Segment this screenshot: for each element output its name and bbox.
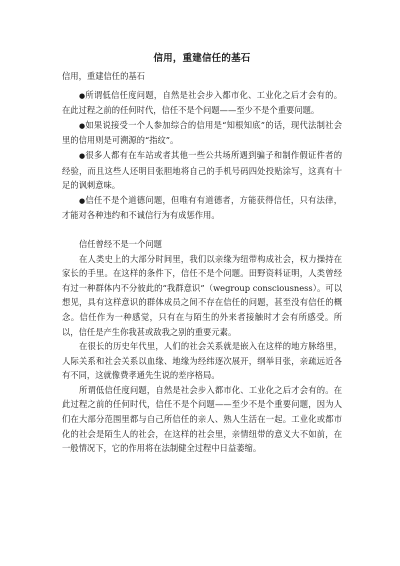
bullet-paragraph-1	[62, 88, 342, 118]
document-title: 信用，重建信任的基石	[153, 53, 251, 64]
section-heading: 信任曾经不是一个问题	[79, 238, 162, 249]
bullet-text: 所谓低信任度问题，自然是社会步入都市化、工业化之后才会有的。在此过程之前的任何时代，信任不是个问题——至少不是个重要问题。	[62, 89, 342, 116]
document-subtitle: 信用，重建信任的基石	[62, 71, 145, 81]
body-paragraph-1: 在人类史上的大部分时间里，我们以亲缘为纽带构成社会，权力操持在家长的手里。在这样的条件下，信任不是个问题。田野资料证明，人类曾经有过一种群体内不分彼此的“我群意识”（wegroup consciousness）。可以想见，具有这样意识的群体成员之间不存在信任的问题，甚至没有信任的概念。信任作为一种感觉，只有在与陌生的外来者接触时才会有所感受。所以，信任是产生你我甚或敌我之别的重要元素。	[62, 253, 342, 337]
bullet-text: 信任不是个道德问题，但唯有有道德者，方能获得信任，只有法律，才能对各种违约和不诚信行为有成惩作用。	[62, 194, 342, 221]
bullet-icon: ●	[79, 151, 86, 160]
bullet-text: 很多人都有在车站或者其他一些公共场所遇到骗子和制作假证件者的经验，而且这些人还明目张胆地将自己的手机号码四处投贴涂写，这真有十足的讽刺意味。	[62, 149, 342, 191]
body-paragraph-3: 所谓低信任度问题，自然是社会步入都市化、工业化之后才会有的。在此过程之前的任何时代，信任不是个问题——至少不是个重要问题，因为人们在大部分范围里都与自己所信任的亲人、熟人生活在一起。工业化或都市化的社会是陌生人的社会，在这样的社会里，亲情纽带的意义大不如前，在一般情况下，它的作用将在法制健全过程中日益萎缩。	[62, 384, 342, 454]
bullet-icon: ●	[79, 196, 86, 205]
bullet-icon: ●	[79, 91, 86, 100]
bullet-paragraph-3	[62, 148, 342, 193]
bullet-text: 如果说接受一个人参加综合的信用是“知根知底”的话，现代法制社会里的信用则是可溯源的“指纹”。	[62, 119, 342, 146]
bullet-paragraph-2	[62, 118, 342, 148]
bullet-icon: ●	[79, 121, 86, 130]
bullet-paragraph-4	[62, 193, 342, 223]
body-paragraph-2: 在很长的历史年代里，人们的社会关系就是嵌入在这样的地方脉络里，人际关系和社会关系以血缘、地缘为经纬逐次展开，纲举目张，亲疏远近各有不同，这就像费孝通先生说的差序格局。	[62, 341, 342, 381]
